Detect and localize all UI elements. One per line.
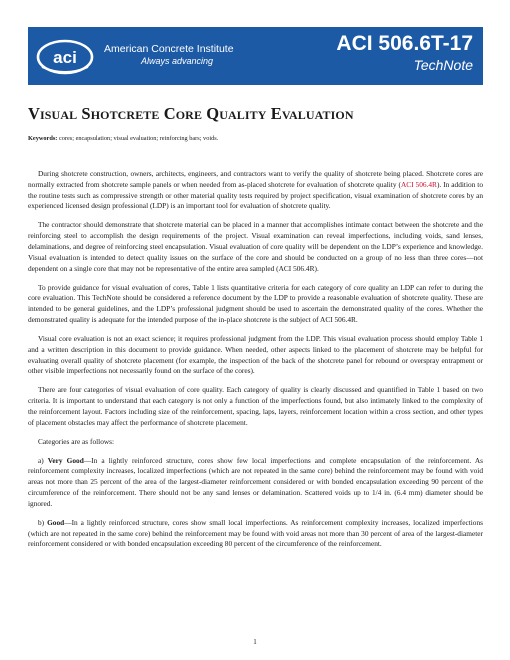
- aci-logo: [36, 37, 94, 77]
- page-number: 1: [253, 638, 257, 646]
- page-title: Visual Shotcrete Core Quality Evaluation: [28, 104, 354, 123]
- document-type: TechNote: [413, 57, 473, 73]
- paragraph-1-start: During shotcrete construction, owners, architects, engineers, and contractors want to verify the quality of shotcrete being placed. Shotcrete cores are normally extracted from shotcrete sample panels or when needed from as-placed shotcrete for evaluation of shotcrete quality (: [28, 169, 483, 189]
- category-b: [28, 518, 483, 550]
- category-b-prefix: b): [38, 517, 48, 527]
- document-body: [28, 169, 483, 558]
- org-tagline: Always advancing: [141, 56, 214, 66]
- category-a-term: Very Good: [47, 455, 84, 465]
- reference-link-aci-506-4r[interactable]: ACI 506.4R: [400, 179, 437, 189]
- paragraph-1: [28, 169, 483, 212]
- paragraph-6: Categories are as follows:: [38, 436, 115, 446]
- category-a: [28, 456, 483, 510]
- logo-text: aci: [53, 48, 77, 67]
- category-a-prefix: a): [38, 455, 48, 465]
- keywords-label: Keywords:: [28, 135, 58, 142]
- paragraph-4: Visual core evaluation is not an exact science; it requires professional judgment from the LDP. This visual evaluation process should employ Table 1 and a written description in this document to provide guidance. When needed, other aspects linked to the placement of shotcrete may be helpful for evaluating overall quality of shotcrete placement (for example, the inspection of the back of the shotcrete panel for rebound or overspray entrapment or other visible imperfections not necessarily found on the surface of the cores).: [28, 333, 483, 376]
- category-a-text: —In a lightly reinforced structure, cores show few local imperfections and complete encapsulation of the reinforcement. As reinforcement complexity increases, localized imperfections (which are not repeated in the same core) behind the reinforcement may be found with void areas not more than 25 percent of the area of the largest-diameter reinforcement considered or with bonded encapsulation exceeding 90 percent of the circumference of the reinforcement. There should not be any sand lenses or delamination. Scattered voids up to 1/4 in. (6.4 mm) diameter should be ignored.: [28, 455, 484, 508]
- paragraph-3: To provide guidance for visual evaluation of cores, Table 1 lists quantitative criteria for each category of core quality an LDP can refer to during the core evaluation. This TechNote should be considered a reference document by the LDP to provide a reasonable evaluation of shotcrete quality. These are intended to be general guidelines, and the LDP’s professional judgment should be used to ascertain the demonstrated quality of the cores. Whether the demonstrated quality is adequate for the intended purpose of the in-place shotcrete is the subject of ACI 506.4R.: [28, 282, 483, 324]
- paragraph-1-end: ). In addition to the routine tests such as compressive strength or other material quality tests required by project specification, visual examination of shotcrete cores by an experienced licensed design professional (LDP) is an important tool for evaluation of shotcrete quality.: [28, 179, 484, 211]
- category-b-text: —In a lightly reinforced structure, cores show small local imperfections. As reinforcement complexity increases, localized imperfections (which are not repeated in the same core) behind the reinforcement may be found with void areas not more than 30 percent of area of the largest-diameter reinforcement considered or with bonded encapsulation exceeding 80 percent of the circumference of the reinforcement.: [28, 517, 483, 549]
- org-name: American Concrete Institute: [104, 43, 234, 55]
- header-banner: [28, 27, 483, 85]
- category-b-term: Good: [47, 517, 65, 527]
- keywords-line: [28, 135, 218, 142]
- paragraph-5: There are four categories of visual evaluation of core quality. Each category of quality is clearly discussed and quantified in Table 1 based on two criteria. It is important to understand that each category is not only a function of the imperfections found, but also intimately linked to the complexity of the reinforcement layout. Factors including size of the reinforcement, spacing, laps, layers, reinforcement location within a cross section, and other types of placement obstacles may affect the performance of shotcrete placement.: [28, 385, 483, 427]
- paragraph-2: The contractor should demonstrate that shotcrete material can be placed in a manner that accomplishes intimate contact between the shotcrete and the reinforcing steel to accomplish the design requirements of the project. Visual examination can reveal imperfections, including voids, sand lenses, delaminations, and degree of reinforcing steel encapsulation. Visual evaluation of core quality will be dependent on the LDP’s experience and knowledge. Visual evaluation is intended to detect quality issues on the surface of the core and should be conducted on a group of no less than three cores—not dependent on a single core that may not be representative of the entire area sampled (ACI 506.4R).: [28, 220, 483, 273]
- document-number: ACI 506.6T-17: [336, 32, 473, 55]
- keywords-text: cores; encapsulation; visual evaluation; reinforcing bars; voids.: [57, 135, 219, 142]
